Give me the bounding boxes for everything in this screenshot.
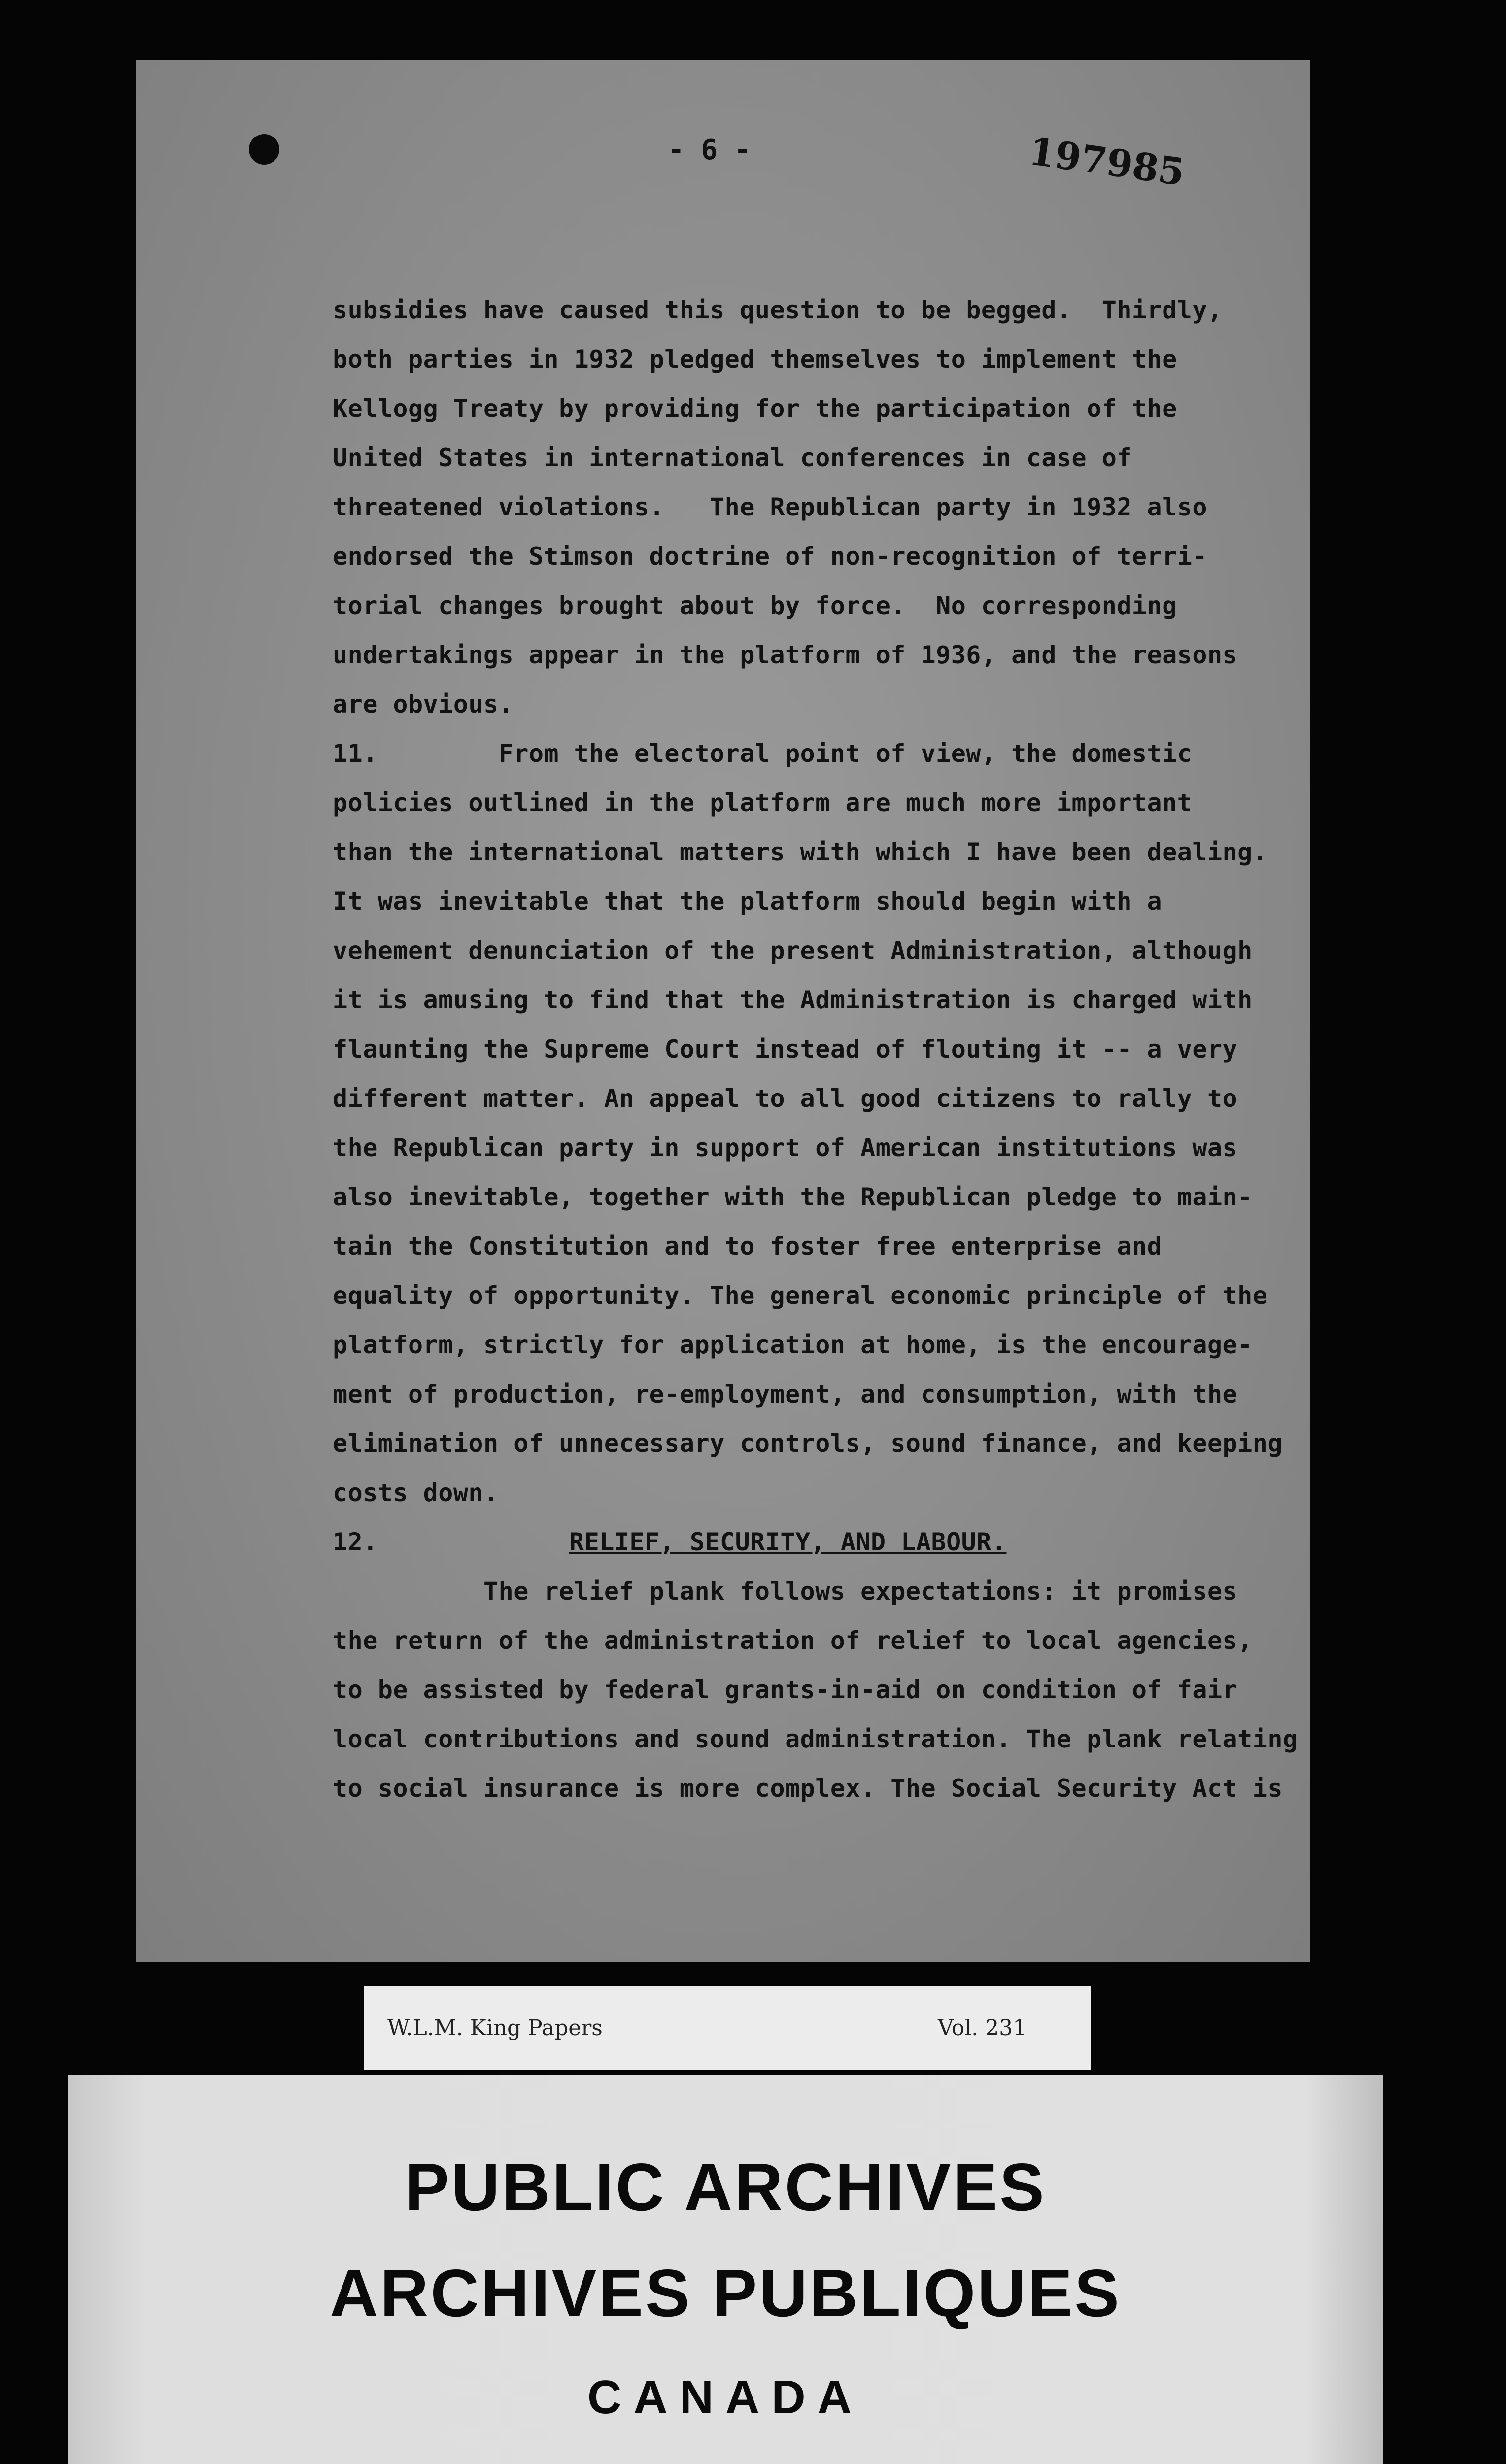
collection-name: W.L.M. King Papers	[387, 2016, 603, 2041]
body-line: it is amusing to find that the Administration is charged with	[333, 986, 1253, 1014]
body-line: to social insurance is more complex. The Social Security Act is	[333, 1774, 1283, 1803]
section-heading: RELIEF, SECURITY, AND LABOUR.	[569, 1528, 1007, 1556]
stamp-line-public-archives: PUBLIC ARCHIVES	[405, 2150, 1046, 2224]
body-line: than the international matters with which I have been dealing.	[333, 838, 1268, 866]
body-line: both parties in 1932 pledged themselves to implement the	[333, 345, 1177, 374]
body-line: policies outlined in the platform are much more important	[333, 788, 1193, 817]
archives-stamp	[68, 2075, 1383, 2464]
body-line: United States in international conferences in case of	[333, 444, 1132, 472]
body-line: equality of opportunity. The general economic principle of the	[333, 1281, 1268, 1310]
body-line: torial changes brought about by force. No corresponding	[333, 591, 1177, 620]
typed-page	[136, 60, 1310, 1962]
body-line: It was inevitable that the platform should begin with a	[333, 887, 1163, 916]
body-line: different matter. An appeal to all good citizens to rally to	[333, 1084, 1238, 1113]
document-number: 197985	[1026, 129, 1188, 195]
body-line: vehement denunciation of the present Administration, although	[333, 936, 1253, 965]
body-line: 11. From the electoral point of view, the domestic	[333, 739, 1193, 768]
volume-number: Vol. 231	[938, 2016, 1027, 2041]
body-line: elimination of unnecessary controls, sound finance, and keeping	[333, 1429, 1283, 1458]
body-line: endorsed the Stimson doctrine of non-recognition of terri-	[333, 542, 1207, 571]
archive-label	[364, 1986, 1091, 2070]
body-line: to be assisted by federal grants-in-aid on condition of fair	[333, 1676, 1238, 1704]
body-line: The relief plank follows expectations: it promises	[333, 1577, 1238, 1606]
body-line: the Republican party in support of American institutions was	[333, 1133, 1238, 1162]
body-line: threatened violations. The Republican party in 1932 also	[333, 493, 1207, 521]
body-line: local contributions and sound administration. The plank relating	[333, 1725, 1298, 1753]
body-line: tain the Constitution and to foster free enterprise and	[333, 1232, 1163, 1261]
body-line: also inevitable, together with the Republican pledge to main-	[333, 1183, 1253, 1211]
section-number: 12.	[333, 1528, 378, 1556]
body-line: are obvious.	[333, 690, 514, 719]
body-line: subsidies have caused this question to be begged. Thirdly,	[333, 296, 1223, 324]
punch-hole	[249, 134, 279, 165]
body-line: flaunting the Supreme Court instead of flouting it -- a very	[333, 1035, 1238, 1063]
body-line: costs down.	[333, 1478, 499, 1507]
body-line: ment of production, re-employment, and consumption, with the	[333, 1380, 1238, 1408]
body-line: Kellogg Treaty by providing for the participation of the	[333, 394, 1177, 423]
stamp-line-canada: CANADA	[587, 2371, 863, 2424]
body-line: undertakings appear in the platform of 1936, and the reasons	[333, 641, 1238, 669]
body-line: platform, strictly for application at home, is the encourage-	[333, 1331, 1253, 1359]
body-line: the return of the administration of relief to local agencies,	[333, 1626, 1253, 1655]
stamp-line-archives-publiques: ARCHIVES PUBLIQUES	[330, 2256, 1121, 2330]
page-number: - 6 -	[668, 134, 751, 166]
